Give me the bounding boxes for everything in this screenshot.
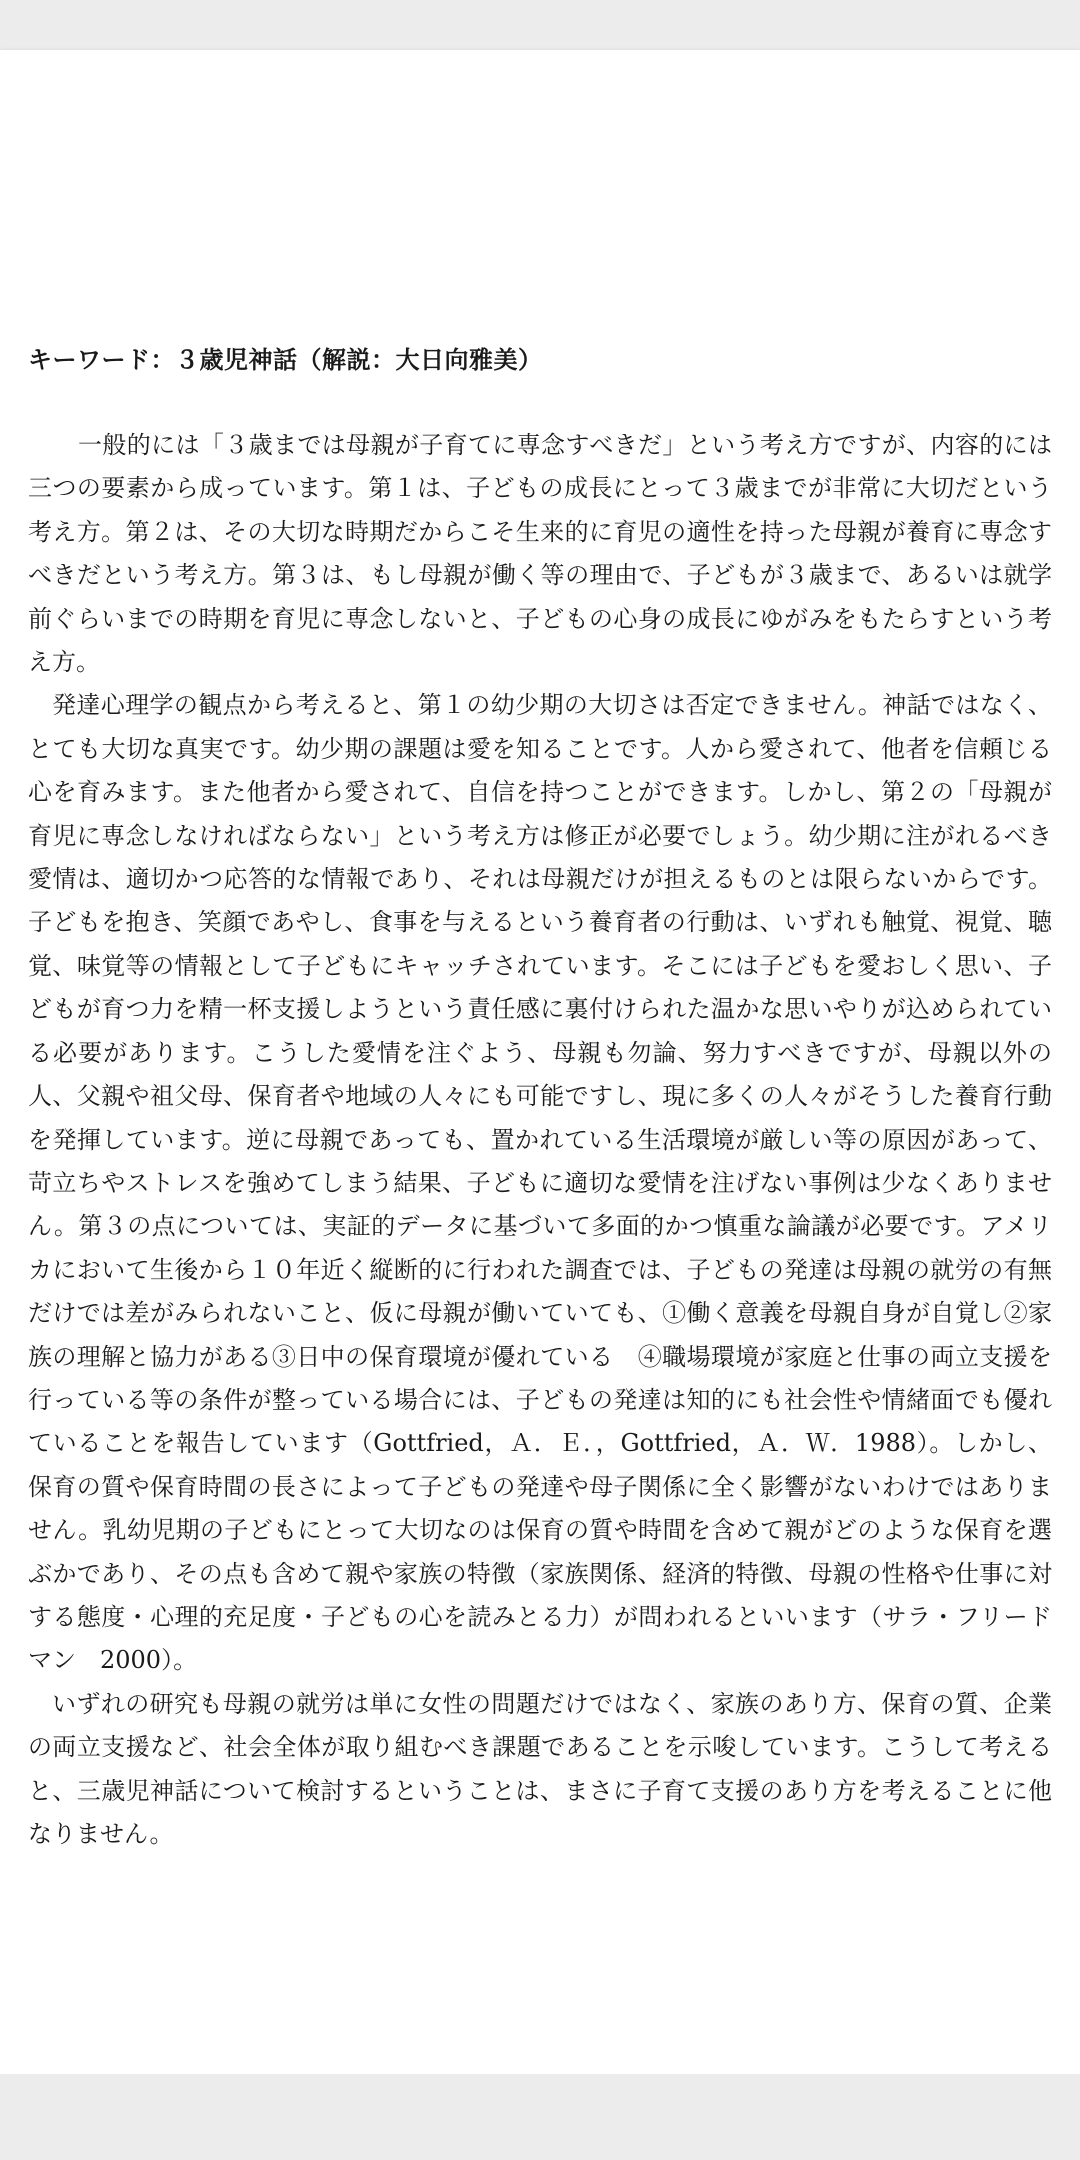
keyword-heading: キーワード：３歳児神話（解説：大日向雅美） [28,346,543,374]
paragraph-intro: 一般的には「３歳までは母親が子育てに専念すべきだ」という考え方ですが、内容的には三つの要素から成っています。第１は、子どもの成長にとって３歳までが非常に大切だという考え方。第２は、その大切な時期だからこそ生来的に育児の適性を持った母親が養育に専念すべきだという考え方。第３は、もし母親が働く等の理由で、子どもが３歳まで、あるいは就学前ぐらいまでの時期を育児に専念しないと、子どもの心身の成長にゆがみをもたらすという考え方。 [28,431,1052,677]
document-page [0,50,1080,2074]
paragraph-development: 発達心理学の観点から考えると、第１の幼少期の大切さは否定できません。神話ではなく、とても大切な真実です。幼少期の課題は愛を知ることです。人から愛されて、他者を信頼じる心を育みます。また他者から愛されて、自信を持つことができます。しかし、第２の「母親が育児に専念しなければならない」という考え方は修正が必要でしょう。幼少期に注がれるべき愛情は、適切かつ応答的な情報であり、それは母親だけが担えるものとは限らないからです。子どもを抱き、笑顔であやし、食事を与えるという養育者の行動は、いずれも触覚、視覚、聴覚、味覚等の情報として子どもにキャッチされています。そこには子どもを愛おしく思い、子どもが育つ力を精一杯支援しようという責任感に裏付けられた温かな思いやりが込められている必要があります。こうした愛情を注ぐよう、母親も勿論、努力すべきですが、母親以外の人、父親や祖父母、保育者や地域の人々にも可能ですし、現に多くの人々がそうした養育行動を発揮しています。逆に母親であっても、置かれている生活環境が厳しい等の原因があって、苛立ちやストレスを強めてしまう結果、子どもに適切な愛情を注げない事例は少なくありません。第３の点については、実証的データに基づいて多面的かつ慎重な論議が必要です。アメリカにおいて生後から１０年近く縦断的に行われた調査では、子どもの発達は母親の就労の有無だけでは差がみられないこと、仮に母親が働いていても、①働く意義を母親自身が自覚し②家族の理解と協力がある③日中の保育環境が優れている ④職場環境が家庭と仕事の両立支援を行っている等の条件が整っている場合には、子どもの発達は知的にも社会性や情緒面でも優れていることを報告しています（Gottfried，Ａ．Ｅ．，Gottfried，Ａ．Ｗ．1988）。しかし、保育の質や保育時間の長さによって子どもの発達や母子関係に全く影響がないわけではありません。乳幼児期の子どもにとって大切なのは保育の質や時間を含めて親がどのような保育を選ぶかであり、その点も含めて親や家族の特徴（家族関係、経済的特徴、母親の性格や仕事に対する態度・心理的充足度・子どもの心を読みとる力）が問われるといいます（サラ・フリードマン 2000）。 [28,691,1052,1675]
article-body [28,424,1052,1856]
paragraph-conclusion: いずれの研究も母親の就労は単に女性の問題だけではなく、家族のあり方、保育の質、企業の両立支援など、社会全体が取り組むべき課題であることを示唆しています。こうして考えると、三歳児神話について検討するということは、まさに子育て支援のあり方を考えることに他なりません。 [28,1689,1052,1848]
viewer-bottom-margin [0,2074,1080,2160]
